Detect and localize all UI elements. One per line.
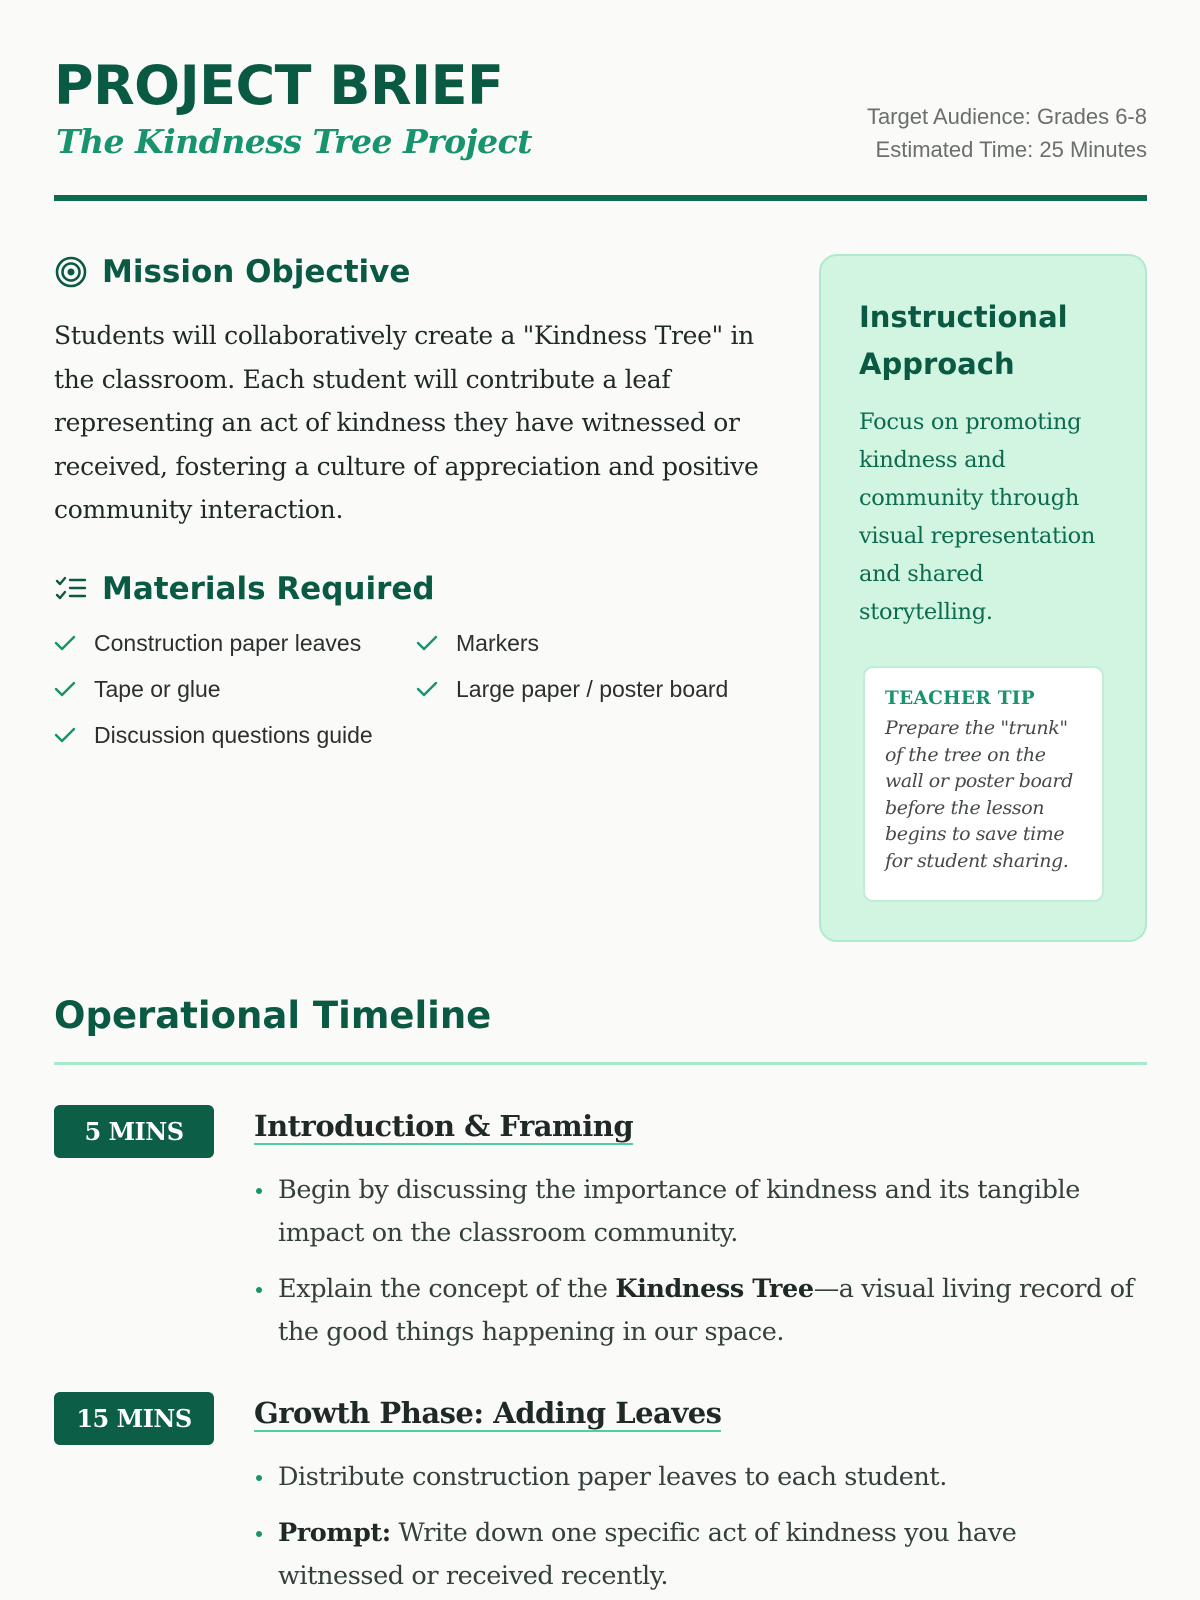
material-item <box>54 673 416 705</box>
bullet-item <box>254 1268 1147 1354</box>
project-subtitle: The Kindness Tree Project <box>56 122 532 161</box>
material-item <box>416 673 756 705</box>
teacher-tip-label: TEACHER TIP <box>885 688 1035 709</box>
duration-badge: 15 MINS <box>54 1392 214 1445</box>
mission-objective-title: Mission Objective <box>102 254 411 290</box>
bullet-dot <box>256 1287 262 1293</box>
target-audience: Target Audience: Grades 6-8 <box>866 104 1147 129</box>
panel-text: Focus on promoting kindness and community through visual representation and shared storytelling. <box>859 409 1096 625</box>
step-title: Introduction & Framing <box>254 1109 634 1143</box>
header-meta <box>867 100 1147 166</box>
bullet-item <box>254 1512 1147 1598</box>
bullet-text: Explain the concept of the <box>278 1274 616 1304</box>
bullet-dot <box>256 1531 262 1537</box>
material-item <box>416 627 756 659</box>
estimated-time: Estimated Time: 25 Minutes <box>875 137 1147 162</box>
mission-objective-heading <box>54 254 410 290</box>
panel-heading: Instructional Approach <box>859 300 1068 381</box>
material-label: Discussion questions guide <box>94 721 373 748</box>
material-item <box>54 719 416 751</box>
page-title: PROJECT BRIEF <box>54 54 504 117</box>
materials-list <box>54 627 774 751</box>
material-item <box>54 627 416 659</box>
mission-objective-text: Students will collaboratively create a "Kindness Tree" in the classroom. Each student will contribute a leaf representing an act of kindness they have witnessed or received, fostering a culture of appreciation and positive community interaction. <box>54 321 759 524</box>
teacher-tip-text: Prepare the "trunk" of the tree on the wall or poster board before the lesson begins to save time for student sharing. <box>885 717 1073 872</box>
check-icon <box>416 631 456 655</box>
check-icon <box>54 631 94 655</box>
materials-title: Materials Required <box>102 571 435 607</box>
bullet-emphasis: Kindness Tree <box>615 1274 814 1304</box>
bullet-item <box>254 1456 1147 1499</box>
duration-badge: 5 MINS <box>54 1105 214 1158</box>
bullet-emphasis: Prompt: <box>278 1518 391 1548</box>
bullet-dot <box>256 1188 262 1194</box>
bullet-text: Write down one specific act of kindness you have witnessed or received recently. <box>278 1518 1017 1591</box>
material-label: Construction paper leaves <box>94 629 362 656</box>
bullet-dot <box>256 1475 262 1481</box>
bullet-text: Begin by discussing the importance of kindness and its tangible impact on the classroom community. <box>278 1175 1080 1248</box>
material-label: Markers <box>456 629 540 656</box>
bullet-text: Distribute construction paper leaves to each student. <box>278 1462 947 1492</box>
step-bullets <box>254 1169 1147 1367</box>
materials-heading <box>54 571 435 607</box>
teacher-tip-card <box>863 666 1104 902</box>
bullet-text: —a visual living record of the good things happening in our space. <box>278 1274 1134 1347</box>
checklist-icon <box>54 572 88 606</box>
bullet-item <box>254 1169 1147 1255</box>
check-icon <box>54 677 94 701</box>
check-icon <box>416 677 456 701</box>
material-label: Large paper / poster board <box>456 675 729 702</box>
timeline-heading: Operational Timeline <box>54 994 1147 1065</box>
check-icon <box>54 723 94 747</box>
header <box>54 54 1147 201</box>
step-title: Growth Phase: Adding Leaves <box>254 1396 722 1430</box>
target-icon <box>54 255 88 289</box>
material-label: Tape or glue <box>94 675 221 702</box>
step-bullets <box>254 1456 1147 1600</box>
instructional-approach-panel <box>819 254 1147 942</box>
